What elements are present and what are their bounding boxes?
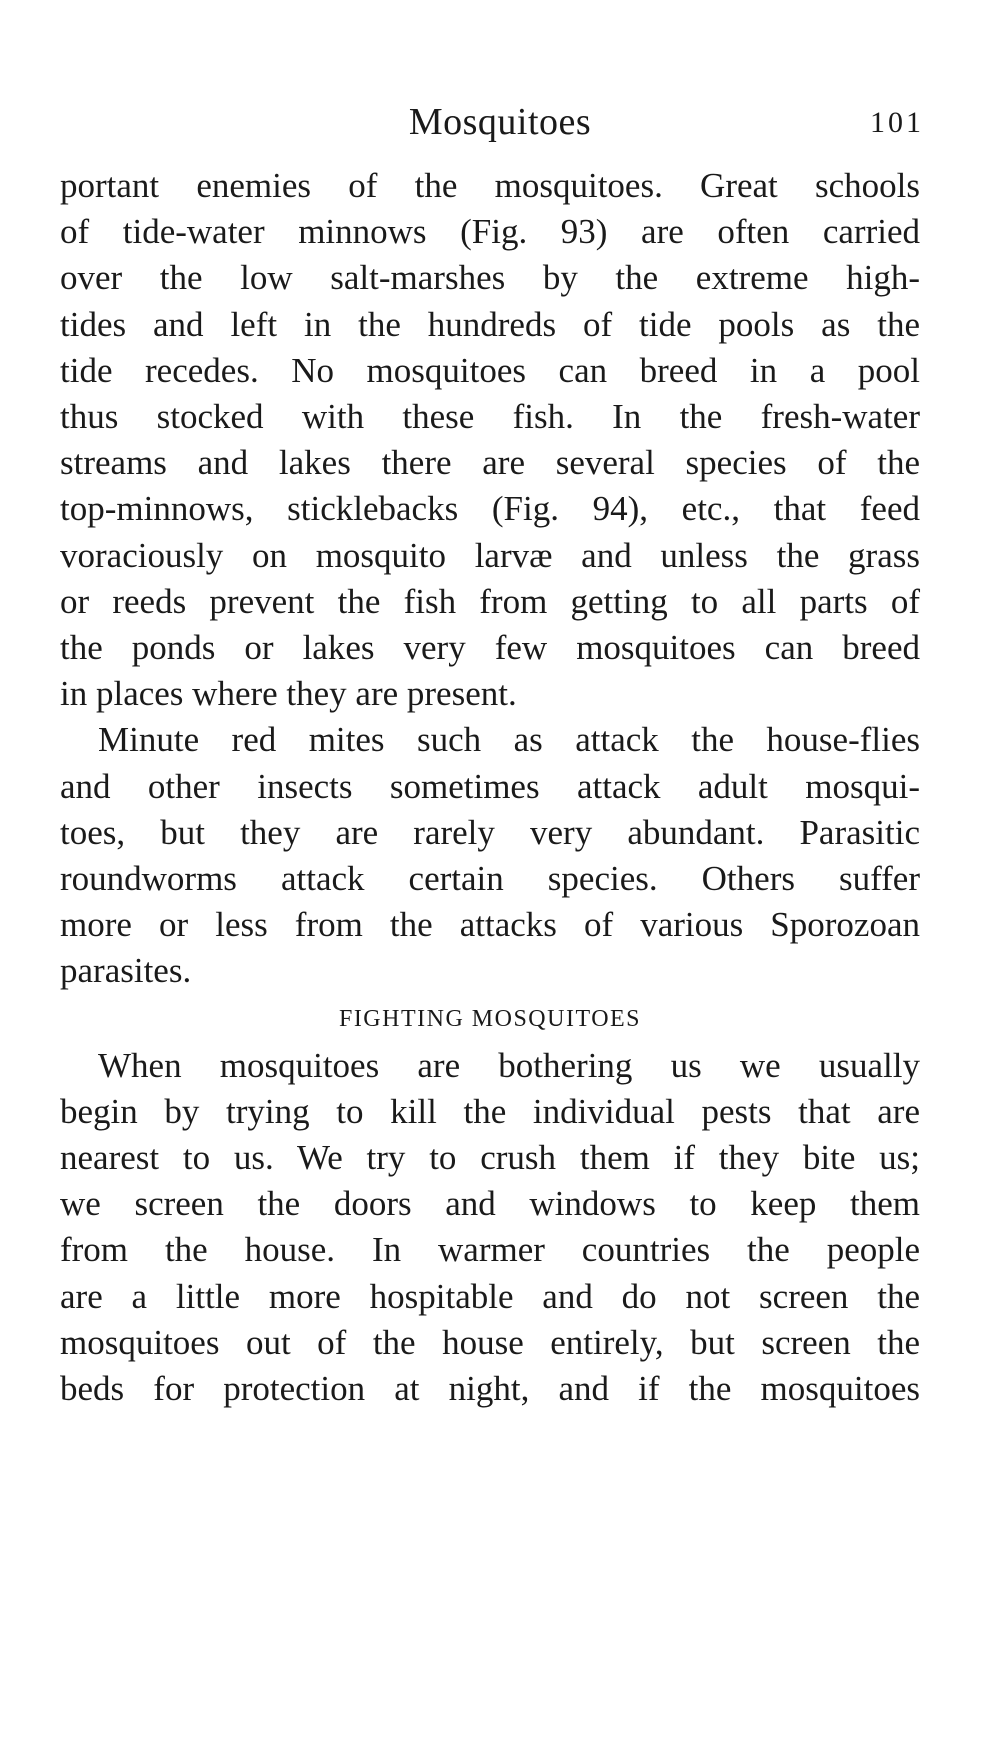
text-line: thus stocked with these fish. In the fresh-water [60, 397, 920, 437]
text-line: When mosquitoes are bothering us we usually [98, 1045, 920, 1085]
body-text [60, 163, 920, 1412]
text-line: beds for protection at night, and if the mosquitoes [60, 1369, 920, 1409]
text-line: streams and lakes there are several species of the [60, 443, 920, 483]
text-line: roundworms attack certain species. Others suffer [60, 859, 920, 899]
text-line: portant enemies of the mosquitoes. Great schools [60, 166, 920, 205]
page-number: 101 [870, 106, 924, 139]
text-line: from the house. In warmer countries the people [60, 1230, 920, 1270]
running-title: Mosquitoes [408, 101, 592, 143]
text-line: tides and left in the hundreds of tide pools as the [60, 304, 920, 344]
text-line: in places where they are present. [60, 674, 517, 714]
text-line: Minute red mites such as attack the house-flies [98, 720, 920, 760]
text-line: begin by trying to kill the individual pests that are [60, 1091, 920, 1131]
text-line: tide recedes. No mosquitoes can breed in a pool [60, 350, 920, 390]
text-line: over the low salt-marshes by the extreme high- [60, 258, 920, 298]
text-line: and other insects sometimes attack adult mosqui- [60, 766, 920, 806]
text-line: toes, but they are rarely very abundant. Parasitic [60, 812, 920, 852]
text-line: top-minnows, sticklebacks (Fig. 94), etc., that feed [60, 489, 920, 529]
text-line: of tide-water minnows (Fig. 93) are often carried [60, 212, 920, 252]
text-line: more or less from the attacks of various Sporozoan [60, 905, 920, 945]
text-line: nearest to us. We try to crush them if they bite us; [60, 1138, 920, 1178]
text-line: or reeds prevent the fish from getting to all parts of [60, 581, 920, 621]
text-line: are a little more hospitable and do not screen the [60, 1276, 920, 1316]
paragraph-fighting-mosquitoes [60, 1043, 920, 1413]
paragraph-parasites [60, 717, 920, 994]
text-line: parasites. [60, 951, 192, 991]
text-line: we screen the doors and windows to keep them [60, 1184, 920, 1224]
running-head [0, 90, 1000, 150]
text-line: mosquitoes out of the house entirely, but screen the [60, 1322, 920, 1362]
section-heading: FIGHTING MOSQUITOES [338, 1005, 642, 1032]
text-line: the ponds or lakes very few mosquitoes can breed [60, 628, 920, 668]
text-line: voraciously on mosquito larvæ and unless the grass [60, 535, 920, 575]
paragraph-natural-enemies [60, 163, 920, 717]
